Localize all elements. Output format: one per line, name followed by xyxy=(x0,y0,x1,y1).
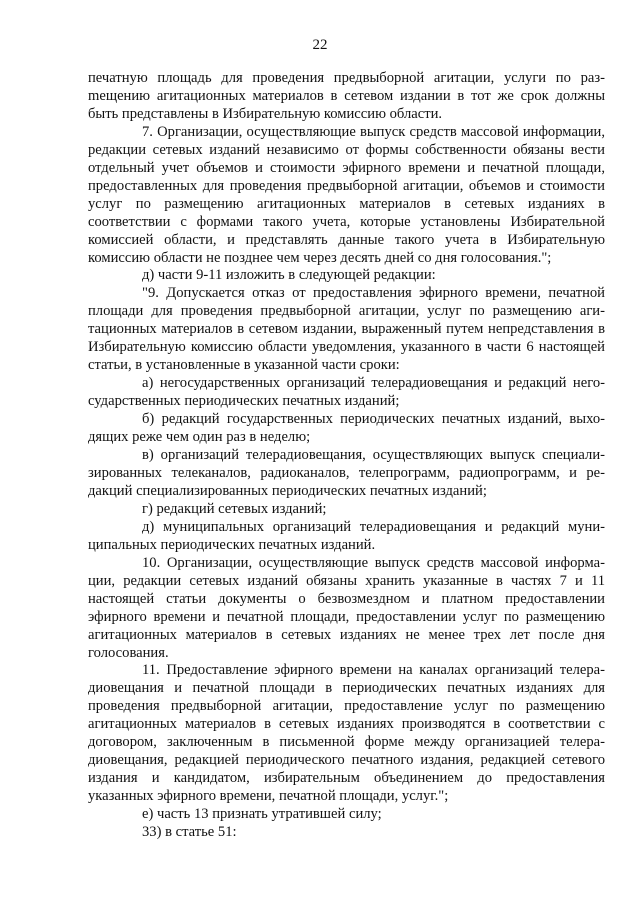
paragraph-subitem-a: а) негосударственных организаций телерадиовещания и редакций негосударственных периодических печатных изданий; xyxy=(88,375,605,410)
paragraph-item-11: 11. Предоставление эфирного времени на каналах организаций телерадиовещания и печатной площади в периодических печатных изданиях для проведения предвыборной агитации, предоставление услуг по размещению агитационных материалов в сетевых изданиях производятся в соответствии с договором, заключенным в письменной форме между организацией телерадиовещания, редакцией периодического печатного издания, редакцией сетевого издания и кандидатом, избирательным объединением до предоставления указанных эфирного времени, печатной площади, услуг."; xyxy=(88,662,605,805)
paragraph-continuation: печатную площадь для проведения предвыборной агитации, услуги по разmещению агитационных материалов в сетевом издании в тот же срок должны быть представлены в Избирательную комиссию области. xyxy=(88,70,605,122)
paragraph-subitem-v: в) организаций телерадиовещания, осуществляющих выпуск специализированных телеканалов, радиоканалов, телепрограмм, радиопрограмм, и редакций специализированных периодических печатных изданий; xyxy=(88,447,605,499)
page-number: 22 xyxy=(312,37,328,53)
paragraph-item-10: 10. Организации, осуществляющие выпуск средств массовой информации, редакции сетевых изданий обязаны хранить указанные в частях 7 и 11 настоящей статьи документы о безвозмездном и платном предоставлении эфирного времени и печатной площади, предоставлении услуг по размещению агитационных материалов в сетевых изданиях не менее трех лет после дня голосования. xyxy=(88,554,605,661)
paragraph-subitem-b: б) редакций государственных периодических печатных изданий, выходящих реже чем один раз в неделю; xyxy=(88,411,605,446)
paragraph-subitem-e: е) часть 13 признать утратившей силу; xyxy=(142,806,382,823)
paragraph-subitem-d: д) части 9-11 изложить в следующей редакции: xyxy=(142,267,436,284)
paragraph-item-7: 7. Организации, осуществляющие выпуск средств массовой информации, редакции сетевых изданий независимо от формы собственности обязаны вести отдельный учет объемов и стоимости эфирного времени и печатной площади, предоставленных для проведения предвыборной агитации, объемов и стоимости услуг по размещению агитационных материалов в сетевых изданиях в соответствии с формами такого учета, которые установлены Избирательной комиссией области, и представлять данные такого учета в Избирательную комиссию области не позднее чем через десять дней со дня голосования."; xyxy=(88,123,605,266)
paragraph-item-33: 33) в статье 51: xyxy=(142,824,237,841)
paragraph-subitem-d2: д) муниципальных организаций телерадиовещания и редакций муниципальных периодических печатных изданий. xyxy=(88,518,605,553)
document-body xyxy=(88,70,605,842)
paragraph-item-9: "9. Допускается отказ от предоставления эфирного времени, печатной площади для проведения предвыборной агитации, услуг по размещению агитационных материалов в сетевом издании, выраженный путем непредставления в Избирательную комиссию области уведомления, указанного в части 6 настоящей статьи, в установленные в указанной части сроки: xyxy=(88,285,605,374)
paragraph-subitem-g: г) редакций сетевых изданий; xyxy=(142,500,327,517)
